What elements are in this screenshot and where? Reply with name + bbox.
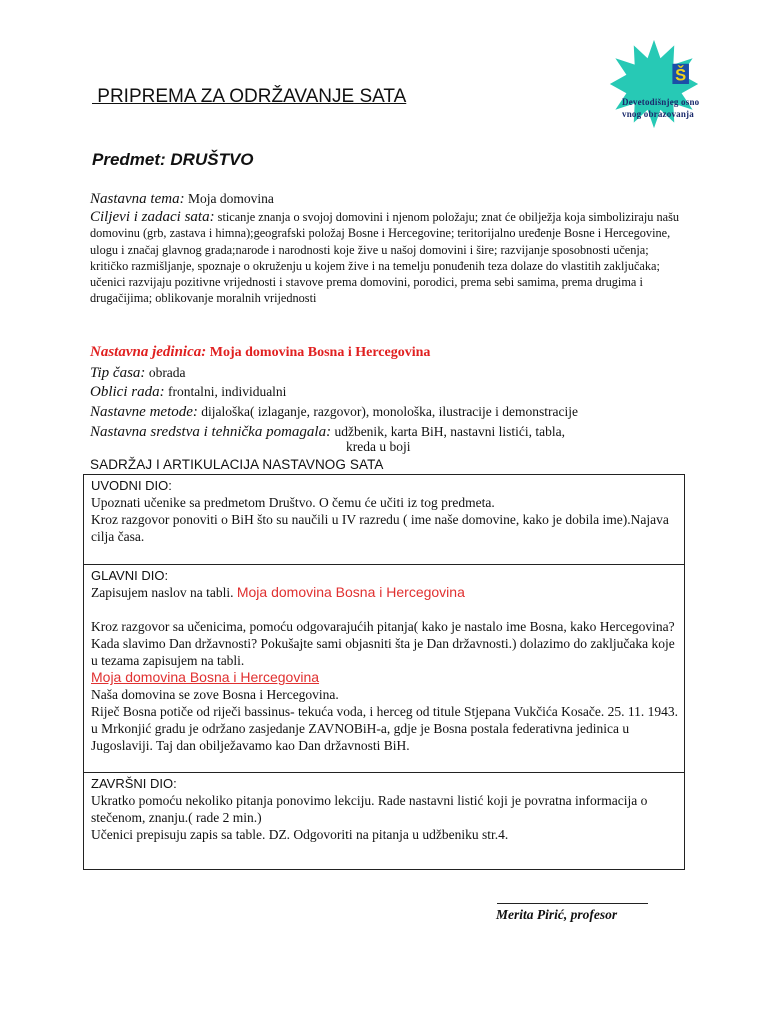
logo-letter: Š: [675, 65, 687, 85]
intro-heading: UVODNI DIO:: [91, 478, 172, 493]
unit-label: Nastavna jedinica:: [90, 344, 207, 360]
goals-label: Ciljevi i zadaci sata:: [90, 209, 215, 225]
work-forms-value: frontalni, individualni: [164, 384, 287, 399]
final-section: [83, 772, 685, 870]
lesson-type-line: [90, 364, 680, 382]
theme-value: Moja domovina: [184, 191, 274, 206]
lesson-type-value: obrada: [145, 365, 186, 380]
signature-line: [497, 903, 648, 904]
intro-section: [83, 474, 685, 565]
methods-value: dijaloška( izlaganje, razgovor), monološka, ilustracije i demonstracije: [197, 404, 579, 419]
note-2: Riječ Bosna potiče od riječi bassinus- tekuća voda, i herceg od titule Stjepana Vukčića Kosače. 25. 11. 1943. u Mrkonjić gradu je održano zasjedanje ZAVNOBiH-a, gdje je Bosna postala federativna jedinica u Jugoslaviji. Taj dan obilježavamo kao Dan državnosti BiH.: [91, 704, 679, 753]
resources-label: Nastavna sredstva i tehnička pomagala:: [90, 424, 332, 440]
intro-line-1: Upoznati učenike sa predmetom Društvo. O čemu će učiti iz tog predmeta.: [91, 495, 495, 510]
resources-value: udžbenik, karta BiH, nastavni listići, tabla,: [331, 424, 566, 439]
work-forms-line: [90, 383, 680, 401]
intro-line-2: Kroz razgovor ponoviti o BiH što su naučili u IV razredu ( ime naše domovine, kako je dobila ime).Najava cilja časa.: [91, 512, 669, 544]
board-title: Moja domovina Bosna i Hercegovina: [236, 584, 465, 600]
signature: Merita Pirić, profesor: [496, 907, 618, 922]
goals-paragraph: [90, 209, 680, 307]
board-line: [91, 584, 684, 601]
final-line-2: Učenici prepisuju zapis sa table. DZ. Odgovoriti na pitanja u udžbeniku str.4.: [91, 827, 509, 842]
page-title: PRIPREMA ZA ODRŽAVANJE SATA: [92, 86, 407, 107]
logo-caption: Devetodišnjeg osnovnog obrazovanja: [622, 97, 700, 119]
notes-title: Moja domovina Bosna i Hercegovina: [91, 669, 320, 685]
main-section: [83, 564, 685, 773]
resources-continuation: kreda u boji: [346, 439, 411, 454]
main-paragraph: Kroz razgovor sa učenicima, pomoću odgovarajućih pitanja( kako je nastalo ime Bosna, kako Hercegovina? Kada slavimo Dan državnosti? Pokušajte sami objasniti šta je Dan državnosti.) dolazimo do zaključaka koje u tezama zapisujem na tabli.: [91, 619, 675, 668]
final-line-1: Ukratko pomoću nekoliko pitanja ponovimo lekciju. Rade nastavni listić koji je povratna informacija o stečenom, znanju.( rade 2 min.): [91, 793, 648, 825]
subject-heading: Predmet: DRUŠTVO: [92, 150, 254, 169]
main-heading: GLAVNI DIO:: [91, 568, 169, 583]
goals-value: sticanje znanja o svojoj domovini i njenom položaju; znat će obilježja koja simbolizirаju našu domovinu (grb, zastava i himna);geografski položaj Bosne i Hercegovine; teritorijalno uređenje Bosne i Hercegovine, ulogu i značaj glavnog grada;narode i narodnosti koje žive u našoj domovini i šire; razvijanje sposobnosti učenja; kritičko razmišljanje, spoznaje o okruženju u kojem žive i na temelju ponuđenih teza dolaze do vlastitih zaključaka; učenici razvijaju pozitivne vrijednosti i stavove prema domovini, porodici, prema sebi samima, prema drugima i drugačijima; oblikovanje moralnih vrijednosti: [90, 210, 680, 306]
theme-label: Nastavna tema:: [90, 191, 185, 207]
theme-line: [90, 190, 680, 208]
note-1: Naša domovina se zove Bosna i Hercegovina.: [91, 687, 339, 702]
unit-value: Moja domovina Bosna i Hercegovina: [206, 345, 431, 360]
methods-line: [90, 403, 680, 421]
lesson-type-label: Tip časa:: [90, 365, 146, 381]
work-forms-label: Oblici rada:: [90, 384, 165, 400]
final-heading: ZAVRŠNI DIO:: [91, 776, 177, 791]
methods-label: Nastavne metode:: [90, 404, 198, 420]
board-text: Zapisujem naslov na tabli.: [91, 585, 237, 600]
unit-line: [90, 344, 680, 361]
content-heading: SADRŽAJ I ARTIKULACIJA NASTAVNOG SATA: [90, 457, 384, 472]
